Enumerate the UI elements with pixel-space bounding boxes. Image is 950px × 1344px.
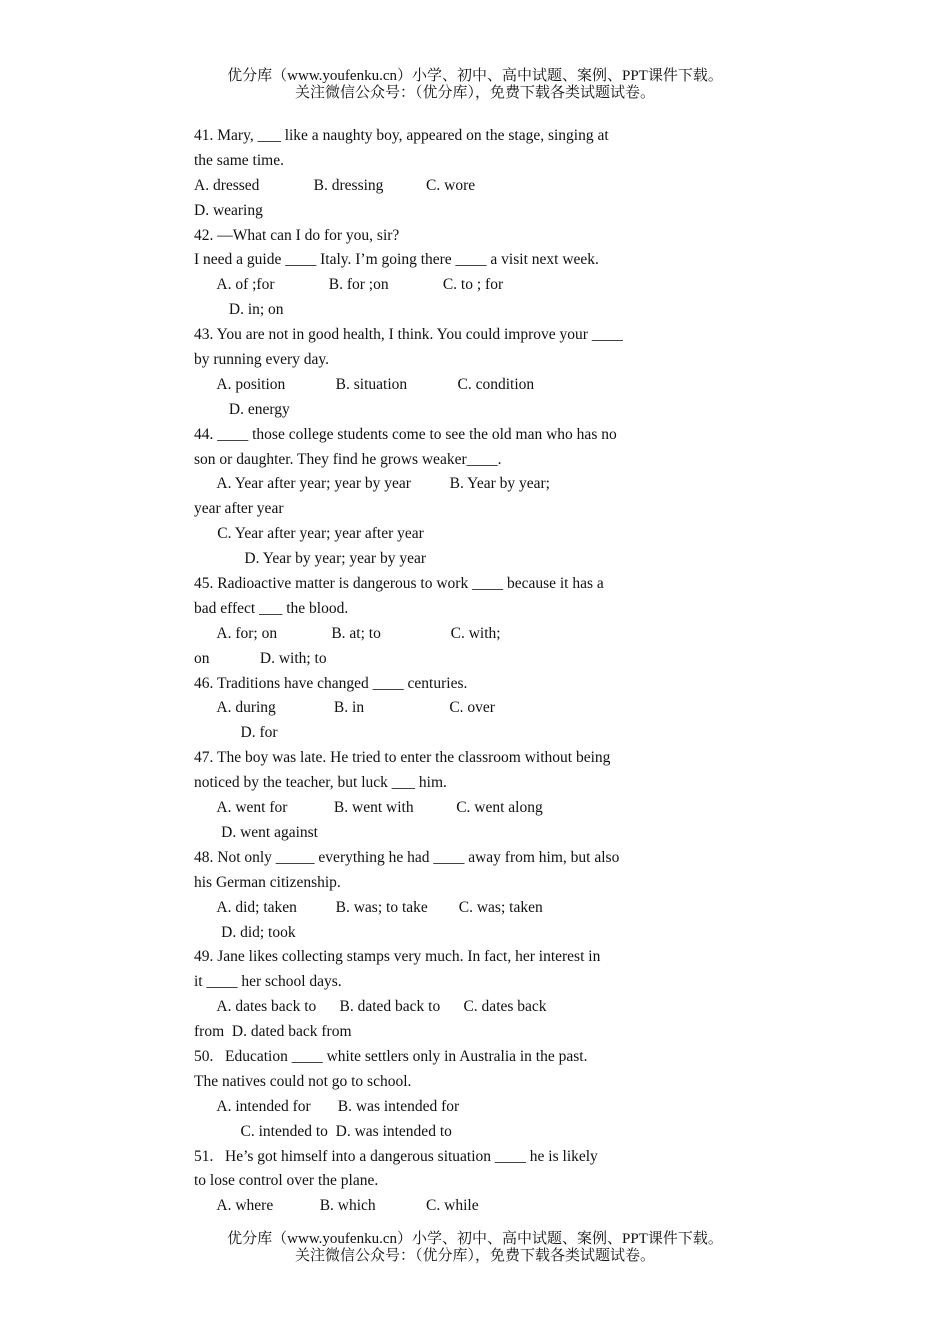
- text-line: to lose control over the plane.: [194, 1172, 379, 1190]
- text-line: A. Year after year; year by year B. Year by year;: [194, 475, 550, 493]
- text-line: A. went for B. went with C. went along: [194, 799, 543, 817]
- text-line: I need a guide ____ Italy. I’m going there ____ a visit next week.: [194, 251, 599, 269]
- text-line: 45. Radioactive matter is dangerous to work ____ because it has a: [194, 575, 604, 593]
- text-line: 44. ____ those college students come to see the old man who has no: [194, 425, 617, 443]
- text-line: The natives could not go to school.: [194, 1072, 412, 1090]
- text-line: 46. Traditions have changed ____ centuries.: [194, 674, 468, 692]
- text-line: C. intended to D. was intended to: [194, 1122, 452, 1140]
- text-line: on D. with; to: [194, 649, 327, 667]
- text-line: 48. Not only _____ everything he had ____ away from him, but also: [194, 848, 620, 866]
- header-line-1: 优分库（www.youfenku.cn）小学、初中、高中试题、案例、PPT课件下载。: [227, 68, 723, 84]
- text-line: noticed by the teacher, but luck ___ him.: [194, 774, 447, 792]
- text-line: 42. —What can I do for you, sir?: [194, 226, 400, 244]
- text-line: A. where B. which C. while: [194, 1197, 479, 1215]
- question-list: [194, 124, 674, 1219]
- text-line: A. dressed B. dressing C. wore: [194, 176, 476, 194]
- page-header: [0, 68, 950, 102]
- text-line: it ____ her school days.: [194, 973, 342, 991]
- text-line: D. in; on: [194, 301, 284, 319]
- text-line: his German citizenship.: [194, 873, 341, 891]
- text-line: 41. Mary, ___ like a naughty boy, appeared on the stage, singing at: [194, 127, 609, 144]
- text-line: D. did; took: [194, 923, 296, 941]
- text-line: by running every day.: [194, 351, 330, 369]
- header-line-2: 关注微信公众号：（优分库），免费下载各类试题试卷。: [294, 85, 655, 101]
- text-line: A. did; taken B. was; to take C. was; taken: [194, 898, 543, 916]
- text-line: D. energy: [194, 400, 290, 418]
- text-line: A. dates back to B. dated back to C. dates back: [194, 998, 547, 1016]
- text-line: A. intended for B. was intended for: [194, 1097, 460, 1115]
- text-line: D. Year by year; year by year: [194, 550, 427, 568]
- text-line: 49. Jane likes collecting stamps very much. In fact, her interest in: [194, 948, 601, 966]
- text-line: the same time.: [194, 151, 284, 169]
- text-line: bad effect ___ the blood.: [194, 599, 349, 617]
- text-line: C. Year after year; year after year: [194, 525, 424, 543]
- text-line: 43. You are not in good health, I think. You could improve your ____: [194, 326, 623, 344]
- text-line: 47. The boy was late. He tried to enter the classroom without being: [194, 749, 611, 767]
- footer-line-2: 关注微信公众号：（优分库），免费下载各类试题试卷。: [294, 1248, 655, 1264]
- footer-line-1: 优分库（www.youfenku.cn）小学、初中、高中试题、案例、PPT课件下载。: [227, 1231, 723, 1247]
- text-line: A. of ;for B. for ;on C. to ; for: [194, 276, 504, 294]
- page-footer: [0, 1231, 950, 1265]
- text-line: son or daughter. They find he grows weaker____.: [194, 450, 502, 468]
- text-line: A. for; on B. at; to C. with;: [194, 624, 501, 642]
- text-line: A. during B. in C. over: [194, 699, 495, 717]
- text-line: D. wearing: [194, 201, 263, 219]
- text-line: D. went against: [194, 823, 318, 841]
- text-line: from D. dated back from: [194, 1023, 352, 1041]
- text-line: D. for: [194, 724, 278, 742]
- text-line: year after year: [194, 500, 284, 518]
- text-line: 51. He’s got himself into a dangerous situation ____ he is likely: [194, 1147, 598, 1165]
- text-line: A. position B. situation C. condition: [194, 375, 535, 393]
- text-line: 50. Education ____ white settlers only in Australia in the past.: [194, 1047, 588, 1065]
